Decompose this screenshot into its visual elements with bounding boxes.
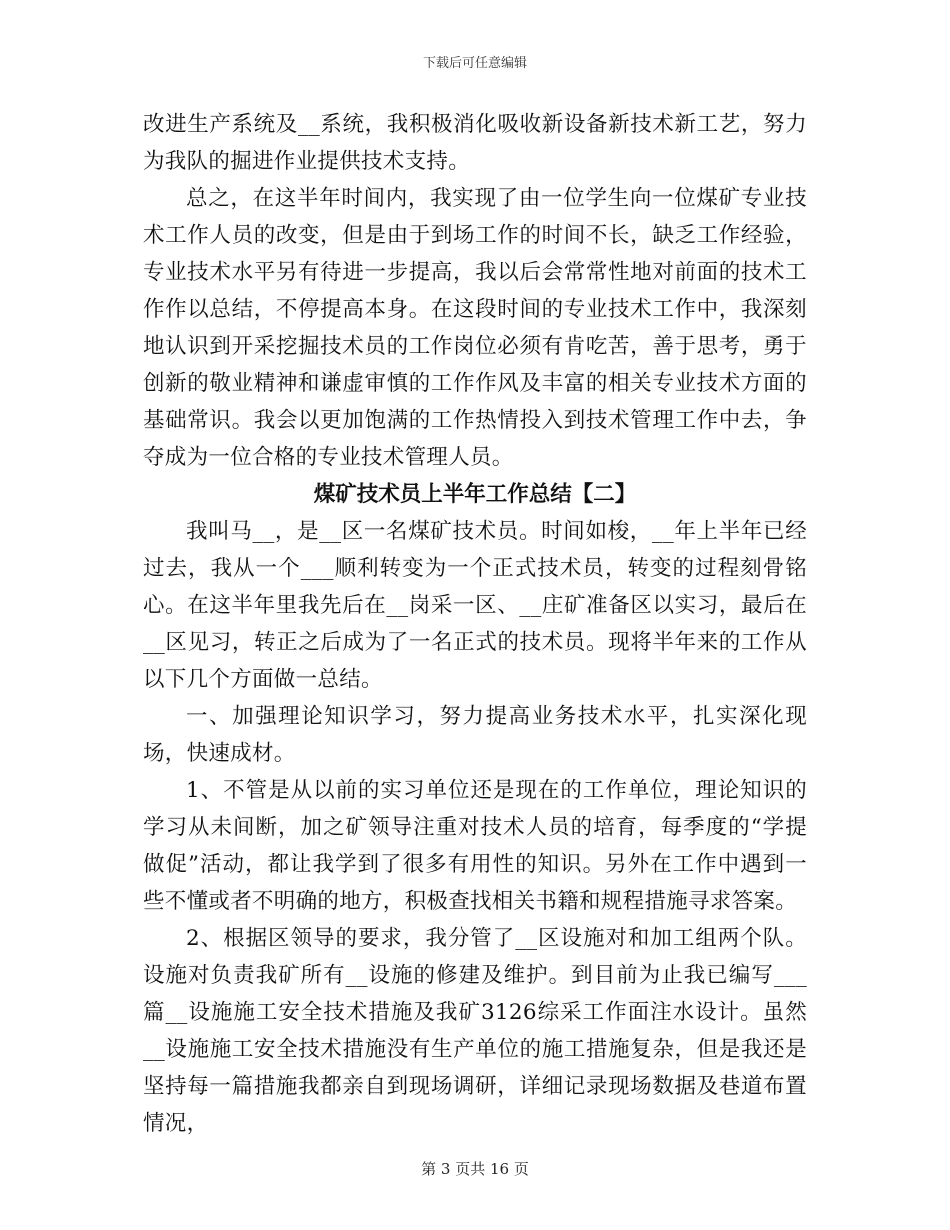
paragraph-1: 改进生产系统及__系统，我积极消化吸收新设备新技术新工艺，努力为我队的掘进作业提供技术支持。 <box>143 112 807 174</box>
section-heading: 煤矿技术员上半年工作总结【二】 <box>313 482 637 507</box>
paragraph-2: 总之，在这半年时间内，我实现了由一位学生向一位煤矿专业技术工作人员的改变，但是由于到场工作的时间不长，缺乏工作经验，专业技术水平另有待进一步提高，我以后会常常性地对前面的技术工作作以总结，不停提高本身。在这段时间的专业技术工作中，我深刻地认识到开采挖掘技术员的工作岗位必须有肯吃苦，善于思考，勇于创新的敬业精神和谦虚审慎的工作作风及丰富的相关专业技术方面的基础常识。我会以更加饱满的工作热情投入到技术管理工作中去，争夺成为一位合格的专业技术管理人员。 <box>143 186 807 470</box>
paragraph-4: 一、加强理论知识学习，努力提高业务技术水平，扎实深化现场，快速成材。 <box>143 704 807 766</box>
document-body <box>143 106 807 1142</box>
paragraph-5: 1、不管是从以前的实习单位还是现在的工作单位，理论知识的学习从未间断，加之矿领导注重对技术人员的培育，每季度的“学提做促”活动，都让我学到了很多有用性的知识。另外在工作中遇到一些不懂或者不明确的地方，积极查找相关书籍和规程措施寻求答案。 <box>143 778 807 914</box>
page-header: 下载后可任意编辑 <box>422 56 527 71</box>
paragraph-3: 我叫马__，是__区一名煤矿技术员。时间如梭，__年上半年已经过去，我从一个___顺利转变为一个正式技术员，转变的过程刻骨铭心。在这半年里我先后在__岗采一区、__庄矿准备区以实习，最后在__区见习，转正之后成为了一名正式的技术员。现将半年来的工作从以下几个方面做一总结。 <box>143 519 807 692</box>
page-footer: 第 3 页共 16 页 <box>421 1160 529 1178</box>
paragraph-6: 2、根据区领导的要求，我分管了__区设施对和加工组两个队。设施对负责我矿所有__设施的修建及维护。到目前为止我已编写___篇__设施施工安全技术措施及我矿3126综采工作面注水设计。虽然__设施施工安全技术措施没有生产单位的施工措施复杂，但是我还是坚持每一篇措施我都亲自到现场调研，详细记录现场数据及巷道布置情况， <box>143 926 807 1136</box>
